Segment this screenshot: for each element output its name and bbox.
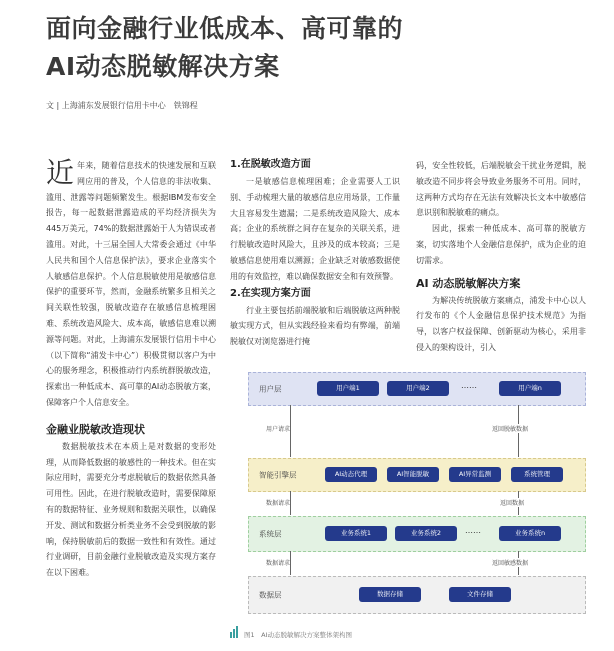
subheading-masking-transform: 1.在脱敏改造方面 bbox=[230, 159, 311, 170]
column-1 bbox=[46, 158, 216, 581]
user-box-n: 用户端n bbox=[499, 381, 561, 396]
byline: 文 | 上海浦东发展银行信用卡中心 铁锦程 bbox=[46, 101, 198, 110]
user-layer bbox=[248, 372, 586, 406]
system-box-2: 业务系统2 bbox=[395, 526, 457, 541]
title-line-2: AI动态脱敏解决方案 bbox=[46, 52, 280, 81]
masking-transform-paragraph: 一是敏感信息梳理困难；企业需要人工识别、手动梳理大量的敏感信息应用场景，工作量大且容易发生遗漏；二是系统改造风险大、成本高；企业的系统群之间存在复杂的关联关系，进行脱敏改造时风险大，且涉及的成本较高；三是敏感信息使用难以溯源；企业缺乏对敏感数据使用的有效监控，难以确保数据安全和有效预警。 bbox=[230, 177, 400, 281]
user-dots: …… bbox=[461, 381, 477, 390]
article-title bbox=[46, 10, 403, 86]
label-data-request-2: 数据请求 bbox=[266, 560, 291, 567]
engine-box-proxy: AI动态代理 bbox=[325, 467, 377, 482]
section-heading-solution: AI 动态脱敏解决方案 bbox=[416, 276, 521, 290]
figure-icon bbox=[230, 626, 240, 638]
label-return-masked: 返回脱敏数据 bbox=[492, 426, 529, 433]
label-user-request: 用户请求 bbox=[266, 426, 291, 433]
system-box-1: 业务系统1 bbox=[325, 526, 387, 541]
data-layer bbox=[248, 576, 586, 614]
engine-layer-label: 智能引擎层 bbox=[259, 470, 297, 480]
label-return-data: 返回数据 bbox=[500, 500, 525, 507]
engine-box-mgmt: 系统管理 bbox=[511, 467, 563, 482]
column-2 bbox=[230, 158, 400, 350]
system-box-n: 业务系统n bbox=[499, 526, 561, 541]
figure-caption: 图1 AI动态脱敏解决方案整体架构图 bbox=[244, 631, 352, 639]
user-layer-label: 用户层 bbox=[259, 384, 282, 394]
system-dots: …… bbox=[465, 526, 481, 535]
title-line-1: 面向金融行业低成本、高可靠的 bbox=[46, 14, 404, 43]
arrow-data-request-1 bbox=[290, 491, 291, 515]
arrow-user-request bbox=[290, 405, 291, 457]
arrow-data-request-2 bbox=[290, 551, 291, 575]
dropcap: 近 bbox=[46, 156, 75, 189]
section-heading-status: 金融业脱敏改造现状 bbox=[46, 422, 145, 436]
data-box-storage: 数据存储 bbox=[359, 587, 421, 602]
engine-layer bbox=[248, 458, 586, 492]
need-paragraph: 因此，探索一种低成本、高可靠的脱敏方案，切实落地个人金融信息保护，成为企业的迫切需求。 bbox=[416, 224, 586, 265]
user-box-1: 用户端1 bbox=[317, 381, 379, 396]
intro-text: 年来，随着信息技术的快速发展和互联网应用的普及，个人信息的非法收集、滥用、泄露等问题频繁发生。根据IBM发布安全报告，每一起数据泄露造成的平均经济损失为445万美元，74%的数据泄露始于人为错误或者滥用。对此，十三届全国人大常委会通过《中华人民共和国个人信息保护法》，要求企业落实个人敏感信息保护。个人信息脱敏使用是敏感信息保护的重要环节，然而，金融系统繁多且相关之间关联性较强，脱敏改造存在敏感信息梳理困难、系统改造风险大、成本高，敏感信息难以溯源等问题。对此，上海浦东发展银行信用卡中心（以下简称“浦发卡中心”）积极贯彻以客户为中心的服务理念，积极推动行内系统群脱敏改造，探索出一种低成本、高可靠的AI动态脱敏方案，保障客户个人信息安全。 bbox=[46, 161, 216, 407]
engine-box-masking: AI智能脱敏 bbox=[387, 467, 439, 482]
data-layer-label: 数据层 bbox=[259, 590, 282, 600]
system-layer-label: 系统层 bbox=[259, 529, 282, 539]
subheading-implementation: 2.在实现方案方面 bbox=[230, 287, 311, 299]
continued-paragraph: 码，安全性较低，后端脱敏会干扰业务逻辑，脱敏改造不同步将会导致业务服务不可用。同时，这两种方式均存在无法有效解决长文本中敏感信息识别和脱敏难的痛点。 bbox=[416, 161, 586, 218]
solution-paragraph: 为解决传统脱敏方案痛点，浦发卡中心以人行发布的《个人金融信息保护技术规范》为指导，以客户权益保障、创新驱动为核心，采用非侵入的架构设计，引入 bbox=[416, 295, 586, 352]
column-3 bbox=[416, 158, 586, 356]
label-data-request-1: 数据请求 bbox=[266, 500, 291, 507]
data-box-file: 文件存储 bbox=[449, 587, 511, 602]
implementation-paragraph: 行业主要包括前端脱敏和后端脱敏这两种脱敏实现方式，但从实践经验来看均有弊端，前端脱敏仅对浏览器进行掩 bbox=[230, 305, 400, 347]
status-paragraph: 数据脱敏技术在本质上是对数据的变形处理，从而降低数据的敏感性的一种技术。但在实际应用时，需要充分考虑脱敏后的数据依然具备可用性。因此，在进行脱敏改造时，需要保障原有的数据特征、业务规则和数据关联性，以确保开发、测试和数据分析类业务不会受到脱敏的影响，保持脱敏前后的数据一致性和有效性。通过行业调研，目前金融行业脱敏改造及实现方案存在以下困难。 bbox=[46, 441, 216, 578]
label-return-sensitive: 返回敏感数据 bbox=[492, 560, 529, 567]
architecture-diagram bbox=[230, 372, 598, 651]
intro-paragraph bbox=[46, 158, 216, 411]
user-box-2: 用户端2 bbox=[387, 381, 449, 396]
system-layer bbox=[248, 516, 586, 552]
engine-box-anomaly: AI异常监测 bbox=[449, 467, 501, 482]
